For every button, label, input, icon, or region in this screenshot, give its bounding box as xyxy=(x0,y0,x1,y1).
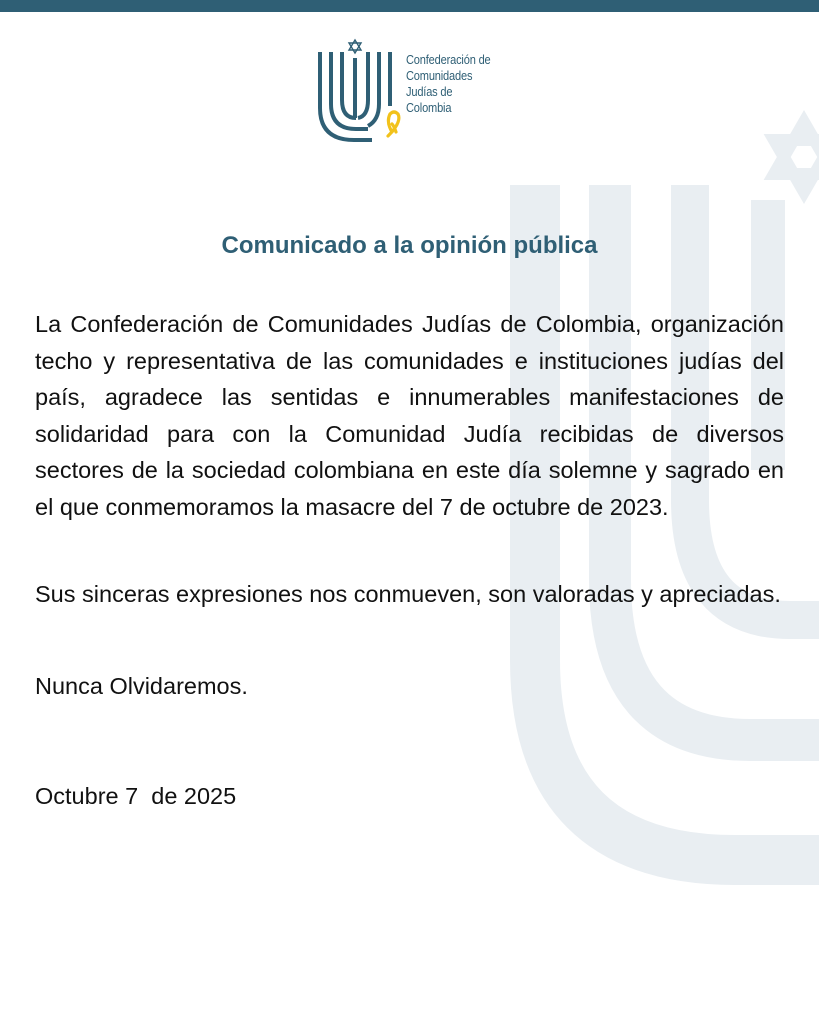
logo-line-1: Confederación de xyxy=(406,52,491,67)
menorah-logo-icon xyxy=(312,38,402,148)
paragraph-expressions: Sus sinceras expresiones nos conmueven, son valoradas y apreciadas. xyxy=(35,581,781,607)
document-title: Comunicado a la opinión pública xyxy=(221,232,598,259)
organization-logo xyxy=(312,38,512,148)
paragraph-gratitude: La Confederación de Comunidades Judías de Colombia, organización techo y representativa de las comunidades e instituciones judías del país, agradece las sentidas e innumerables manifestaciones de solidaridad para con la Comunidad Judía recibidas de diversos sectores de la sociedad colombiana en este día solemne y sagrado en el que conmemoramos la masacre del 7 de octubre de 2023. xyxy=(35,311,784,520)
top-bar xyxy=(0,0,819,12)
logo-line-2: Comunidades xyxy=(406,68,473,83)
paragraph-never-forget: Nunca Olvidaremos. xyxy=(35,673,248,699)
logo-line-3: Judías de xyxy=(406,84,453,99)
logo-wordmark xyxy=(406,52,505,116)
document-date: Octubre 7 de 2025 xyxy=(35,783,237,809)
logo-line-4: Colombia xyxy=(406,100,452,115)
